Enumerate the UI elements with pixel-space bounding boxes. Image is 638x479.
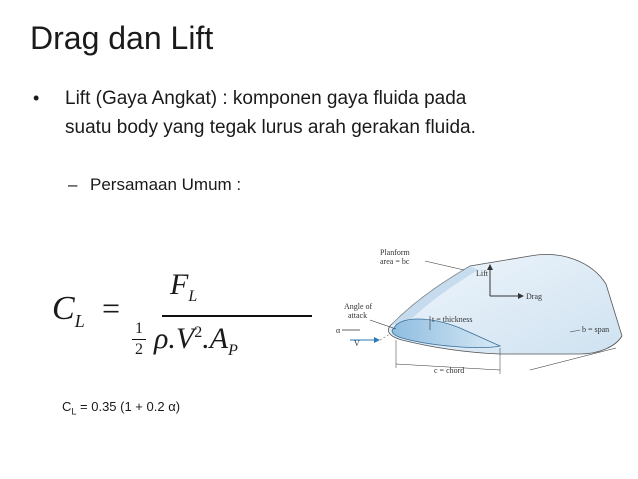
formula-lhs: [52, 290, 85, 332]
cl-close-paren: ): [175, 399, 181, 414]
half-denominator: 2: [135, 341, 143, 358]
formula-numerator: [170, 268, 197, 306]
velocity-symbol: .V: [168, 322, 195, 355]
planform-label-2: area = bc: [380, 257, 410, 266]
cl-symbol: C: [62, 399, 72, 414]
angle-of-attack-label-1: Angle of: [344, 302, 373, 311]
lift-label: Lift: [476, 269, 488, 278]
formula-lhs-subscript: L: [74, 310, 85, 331]
slide-title: Drag dan Lift: [30, 20, 214, 56]
cl-empirical-equation: [62, 398, 180, 421]
formula-denominator: [122, 318, 312, 368]
area-symbol: .A: [202, 322, 229, 355]
cl-expression: = 0.35 (1 + 0.2: [76, 399, 169, 414]
cl-alpha: α: [168, 399, 176, 414]
formula-half: [132, 320, 146, 359]
formula-numerator-symbol: F: [170, 268, 189, 301]
half-bar: [132, 339, 146, 340]
velocity-arrow-head: [374, 337, 380, 343]
formula-lhs-symbol: C: [52, 290, 75, 327]
sub-bullet-text: Persamaan Umum :: [90, 175, 242, 194]
area-subscript: P: [228, 342, 238, 359]
drag-label: Drag: [526, 292, 542, 301]
angle-of-attack-label-2: attack: [348, 311, 368, 320]
velocity-exponent: 2: [194, 324, 203, 341]
free-stream-line: [380, 334, 390, 340]
formula-denominator-expression: [154, 322, 238, 360]
rho-symbol: ρ: [154, 322, 169, 355]
half-numerator: 1: [135, 320, 143, 337]
span-label: b = span: [582, 325, 610, 334]
formula-numerator-subscript: L: [188, 288, 198, 305]
bullet-text: Lift (Gaya Angkat) : komponen gaya fluida pada suatu body yang tegak lurus arah gerakan fluida.: [65, 88, 476, 138]
lift-coefficient-formula: [52, 268, 282, 368]
velocity-label: V: [354, 339, 360, 348]
cl-subscript: L: [71, 406, 77, 417]
thickness-label: t = thickness: [432, 315, 473, 324]
planform-leader-line: [425, 261, 464, 270]
bullet-marker: •: [33, 88, 40, 108]
formula-fraction-bar: [162, 315, 312, 317]
planform-label-1: Planform: [380, 248, 410, 257]
chord-label: c = chord: [434, 366, 465, 375]
sub-bullet-marker: –: [68, 175, 78, 194]
formula-equals: =: [102, 290, 121, 326]
alpha-label: α: [336, 326, 341, 335]
airfoil-wing-diagram: [330, 236, 626, 396]
